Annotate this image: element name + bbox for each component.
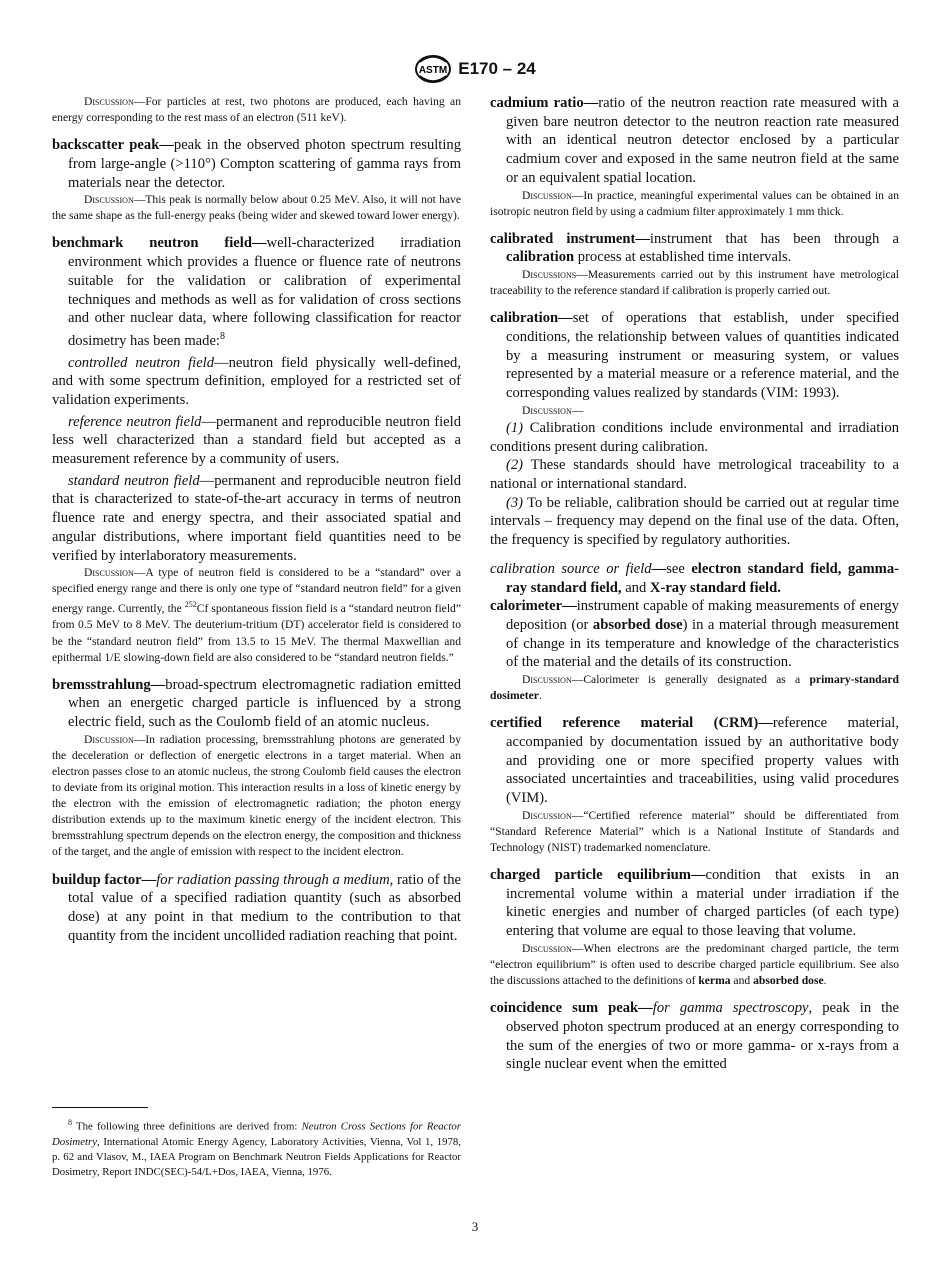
right-column: [490, 94, 899, 1074]
subentry-reference-neutron-field: reference neutron field—permanent and reproducible neutron field less well characterized than a standard field but accepted as a measurement reference by a community of users.: [52, 413, 461, 468]
entry-certified-reference-material: certified reference material (CRM)—reference material, accompanied by documentation issued by an authoritative body and providing one or more specified property values with associated uncertainties and traceabilities, using valid procedures (VIM).: [490, 715, 899, 807]
astm-logo-icon: [414, 54, 452, 84]
footnote-8: $^8$ The following three definitions are derived from: Neutron Cross Sections for Reactor Dosimetry, International Atomic Energy Agency, Laboratory Activities, Vienna, Vol 1, 1978, p. 62 and Vlasov, M., IAEA Program on Benchmark Neutron Fields Applications for Reactor Dosimetry, Report INDC(SEC)-54/L+Dos, IAEA, Vienna, 1976.: [52, 1118, 461, 1178]
discussion-backscatter: Discussion—This peak is normally below about 0.25 MeV. Also, it will not have the same shape as the full-energy peaks (being wider and skewed toward lower energy).: [52, 193, 461, 223]
discussion-bremsstrahlung: Discussion—In radiation processing, bremsstrahlung photons are generated by the deceleration or deflection of energetic electrons in a target material. When an electron passes close to an atomic nucleus, the strong Coulomb field causes the electron to deviate from its original motion. This interaction results in a loss of kinetic energy by the electron with the emission of electromagnetic radiation; the photon energy distribution extends up to the maximum kinetic energy of the incident electron. This bremsstrahlung spectrum depends on the electron energy, the composition and thickness of the target, and the angle of emission with respect to the incident electron.: [52, 732, 461, 859]
entry-bremsstrahlung: bremsstrahlung—broad-spectrum electromagnetic radiation emitted when an energetic charged particle is influenced by a strong electric field, such as the Coulomb field of an atomic nucleus.: [52, 676, 461, 731]
entry-calibration: calibration—set of operations that establish, under specified conditions, the relationship between values of quantities indicated by a measuring instrument or measuring system, or values represented by a material measure or a reference material, and the corresponding values realized by standards (VIM: 1993).: [490, 310, 899, 402]
entry-cadmium-ratio: cadmium ratio—ratio of the neutron reaction rate measured with a given bare neutron detector to the neutron reaction rate measured with an identical neutron detector enclosed by a particular cadmium cover and exposed in the same neutron field at the same or an equivalent spatial location.: [490, 95, 900, 186]
entry-calibrated-instrument: calibrated instrument—instrument that has been through a calibration process at established time intervals.: [490, 230, 899, 266]
discussion-calorimeter: Discussion—Calorimeter is generally designated as a primary-standard dosimeter.: [490, 673, 899, 703]
entry-backscatter-peak: backscatter peak—peak in the observed photon spectrum resulting from large-angle (>110°) Compton scattering of gamma rays from materials near the detector.: [52, 137, 461, 191]
left-column: [52, 94, 461, 945]
entry-coincidence-sum-peak: coincidence sum peak—for gamma spectroscopy, peak in the observed photon spectrum produced at an energy corresponding to the sum of the energies of two or more gamma- or x-rays from a single nuclear event when the emitted: [490, 1000, 900, 1073]
entry-benchmark-neutron-field: benchmark neutron field—well-characterized irradiation environment which provides a fluence or fluence rate of neutrons suitable for the validation or calibration of experimental techniques and methods as well as for validation of cross sections and other nuclear data, where following classification for reactor dosimetry has been made:$^8$: [52, 235, 461, 349]
calibration-note-3: (3) To be reliable, calibration should be carried out at regular time intervals – frequency may depend on the final use of the data. Often, the frequency is specified by regulatory authorities.: [490, 494, 899, 549]
discussion-calibrated-instrument: Discussions—Measurements carried out by this instrument have metrological traceability to the reference standard if calibration is properly carried out.: [490, 268, 899, 298]
discussion-standard-neutron-field: Discussion—A type of neutron field is considered to be a “standard” over a specified energy range and there is only one type of “standard neutron field” for a given energy range. Currently, the $^{252}$Cf spontaneous fission field is a “standard neutron field” from 0.5 MeV to 8 MeV. The deuterium-tritium (DT) accelerator field is considered to be the “standard neutron field” from 13.5 to 15 MeV. The thermal Maxwellian and epithermal 1/E slowing-down field are also considered to be “standard neutron fields.”: [52, 566, 461, 664]
footnote-divider: [52, 1107, 148, 1108]
subentry-controlled-neutron-field: controlled neutron field—neutron field physically well-defined, and with some spectrum definition, employed for a restricted set of validation experiments.: [52, 354, 461, 408]
calibration-note-2: (2) These standards should have metrological traceability to a national or international standard.: [490, 457, 899, 493]
entry-buildup-factor: buildup factor—for radiation passing through a medium, ratio of the total value of a specified radiation quantity (such as absorbed dose) at any point in that medium to the contribution to that quantity from the incident uncollided radiation reaching that point.: [52, 871, 462, 944]
subentry-standard-neutron-field: standard neutron field—permanent and reproducible neutron field that is characterized to state-of-the-art accuracy in terms of neutron fluence rate and energy spectra, and their associated spatial and angular distributions, where important field quantities need to be verified by interlaboratory measurements.: [52, 472, 461, 564]
entry-calorimeter: calorimeter—instrument capable of making measurements of energy deposition (or absorbed dose) in a material through measurement of change in its temperature and knowledge of the characteristics of the material and the details of its construction.: [490, 598, 900, 671]
page-number: 3: [471, 1219, 479, 1234]
discussion-calibration: Discussion—: [522, 403, 584, 417]
page-header: [0, 52, 950, 86]
discussion-cadmium-ratio: Discussion—In practice, meaningful experimental values can be obtained in an isotropic neutron field by using a cadmium filter approximately 1 mm thick.: [490, 188, 899, 218]
svg-text:ASTM: ASTM: [419, 65, 448, 76]
document-designation: E170 – 24: [458, 59, 536, 78]
discussion-charged-particle-equilibrium: Discussion—When electrons are the predominant charged particle, the term “electron equilibrium” is often used to describe charged particle equilibrium. See also the discussions attached to the definitions of kerma and absorbed dose.: [490, 941, 899, 988]
entry-calibration-source-or-field: calibration source or field—see electron standard field, gamma-ray standard field, and X-ray standard field.: [490, 560, 899, 596]
discussion-particles: Discussion—For particles at rest, two photons are produced, each having an energy corresponding to the rest mass of an electron (511 keV).: [52, 95, 461, 125]
calibration-note-1: (1) Calibration conditions include environmental and irradiation conditions present during calibration.: [490, 419, 899, 455]
entry-charged-particle-equilibrium: charged particle equilibrium—condition that exists in an incremental volume within a material under irradiation if the kinetic energies and number of charged particles (of each type) entering that volume are equal to those leaving that volume.: [490, 867, 899, 940]
discussion-crm: Discussion—“Certified reference material” should be differentiated from “Standard Reference Material” which is a National Institute of Standards and Technology (NIST) trademarked nomenclature.: [490, 808, 899, 854]
